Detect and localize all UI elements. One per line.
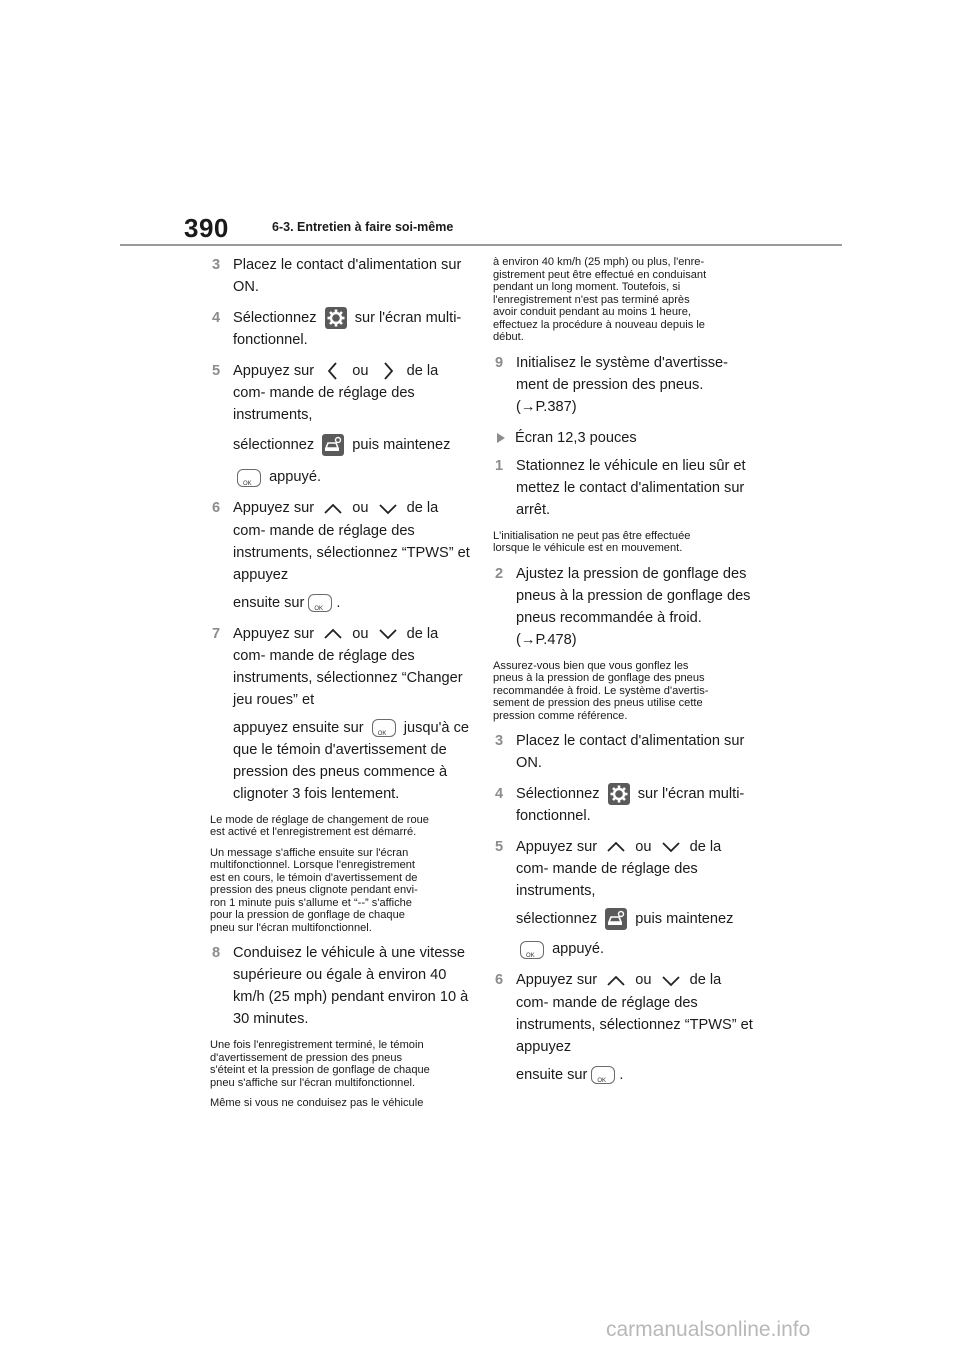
- step-text: mettez le contact d'alimentation sur: [516, 479, 745, 496]
- ok-button-icon: [591, 1066, 615, 1084]
- step-text: Appuyez sur: [516, 972, 598, 989]
- step-number: 3: [495, 733, 504, 749]
- note-8c: [493, 256, 755, 344]
- page-number: 390: [184, 213, 229, 243]
- note-7a: [210, 814, 472, 839]
- note-8b: [210, 1097, 472, 1110]
- step-text: mande de réglage des instruments,: [233, 522, 415, 561]
- step-number: 5: [212, 363, 221, 380]
- vehicle-settings-icon: [322, 434, 344, 456]
- note-text: Une fois l'enregistrement terminé, le témoin: [210, 1039, 424, 1052]
- step-number: 9: [495, 354, 504, 371]
- note-text: est en cours, le témoin d'avertissement de: [210, 871, 418, 884]
- step-text: de la com-: [233, 500, 439, 539]
- step-text: de la com-: [516, 839, 722, 878]
- step-text: appuyé.: [269, 469, 321, 486]
- note-text: recommandée à froid. Le système d'avertis-: [493, 684, 709, 697]
- step-text: Stationnez le véhicule en lieu sûr et: [516, 457, 746, 474]
- step-7: [210, 623, 472, 805]
- step-text: fonctionnel.: [233, 332, 308, 349]
- step-text: sélectionnez “TPWS” et appuyez: [516, 1016, 753, 1055]
- note-text: pression comme référence.: [493, 709, 628, 722]
- note-text: pneus à la pression de gonflage des pneus: [493, 672, 705, 684]
- step-text: Conduisez le véhicule à une vitesse: [233, 945, 466, 962]
- note-text: gistrement peut être effectué en conduisant: [493, 268, 707, 281]
- step-text: Appuyez sur: [233, 363, 315, 380]
- note-text: l'enregistrement n'est pas terminé après: [493, 293, 690, 306]
- step-text: arrêt.: [516, 501, 551, 518]
- step-number: 8: [212, 945, 221, 962]
- step-text: clignoter 3 fois lentement.: [233, 785, 400, 802]
- step-5: [210, 360, 472, 488]
- step-text: jusqu'à ce: [403, 719, 470, 736]
- note-text: pneu s'affiche sur l'écran multifonctionnel.: [210, 1076, 416, 1089]
- step-r6: [493, 969, 755, 1085]
- note-text: pendant un long moment. Toutefois, si: [493, 281, 681, 293]
- step-text: km/h (25 mph) pendant environ 10: [233, 989, 457, 1006]
- step-text: appuyé.: [552, 941, 604, 958]
- note-text: avoir conduit pendant au moins 1 heure,: [493, 306, 691, 318]
- header-rule: [120, 244, 842, 246]
- step-text: de la com-: [233, 625, 439, 664]
- step-text: que le témoin d'avertissement de: [233, 741, 447, 758]
- step-text: pression des pneus commence à: [233, 763, 448, 780]
- note-text: ron 1 minute puis s'allume et “--” s'affiche: [210, 896, 412, 909]
- step-6: [210, 497, 472, 613]
- note-text: d'avertissement de pression des pneus: [210, 1051, 403, 1064]
- step-text: ON.: [233, 279, 259, 295]
- note-text: Même si vous ne conduisez pas le véhicule: [210, 1097, 424, 1110]
- step-text: Sélectionnez: [516, 786, 600, 802]
- step-text: mande de réglage des instruments,: [516, 861, 698, 900]
- step-text: ensuite sur: [516, 1066, 588, 1083]
- watermark: carmanualsonline.info: [606, 1318, 811, 1341]
- step-text: .: [336, 594, 341, 611]
- chevron-left-icon: [322, 360, 344, 382]
- settings-gear-icon: [608, 783, 630, 805]
- step-text: ment de pression des pneus.: [516, 376, 704, 393]
- right-column: [493, 256, 755, 1095]
- step-text: supérieure ou égale à environ 40: [233, 967, 447, 984]
- step-text: mande de réglage des instruments,: [233, 385, 415, 424]
- page-reference-link[interactable]: (→P.478): [516, 631, 577, 648]
- step-4: [210, 307, 472, 351]
- note-r2: [493, 660, 755, 723]
- note-8a: [210, 1039, 472, 1089]
- step-text: Appuyez sur: [233, 625, 315, 642]
- step-text: ON.: [516, 755, 542, 771]
- chevron-down-icon: [377, 498, 399, 520]
- settings-gear-icon: [325, 307, 347, 329]
- sub-heading: [493, 427, 755, 449]
- step-9: [493, 352, 755, 418]
- vehicle-settings-icon: [605, 908, 627, 930]
- step-text: puis maintenez: [352, 437, 451, 454]
- step-3: [210, 254, 472, 298]
- step-number: 4: [212, 310, 221, 326]
- chevron-down-icon: [660, 970, 682, 992]
- note-text: lorsque le véhicule est en mouvement.: [493, 542, 683, 554]
- step-text: .: [619, 1066, 624, 1083]
- step-text: Placez le contact d'alimentation sur: [516, 733, 745, 749]
- step-text: mande de réglage des instruments,: [233, 647, 415, 686]
- step-text: sélectionnez: [516, 911, 598, 928]
- note-text: effectuez la procédure à nouveau depuis le: [493, 318, 705, 331]
- step-text: sur l'écran multi-: [637, 786, 745, 802]
- note-text: Le mode de réglage de changement de roue: [210, 813, 429, 826]
- note-text: s'éteint et la pression de gonflage de chaque: [210, 1064, 430, 1077]
- step-text: Placez le contact d'alimentation sur: [233, 257, 462, 273]
- step-number: 6: [495, 972, 504, 989]
- ok-button-icon: [308, 594, 332, 612]
- section-title: 6-3. Entretien à faire soi-même: [272, 220, 454, 234]
- note-text: Un message s'affiche ensuite sur l'écran: [210, 846, 409, 859]
- step-text: à 30 minutes.: [233, 989, 469, 1028]
- ok-button-icon: [372, 719, 396, 737]
- step-number: 1: [495, 457, 504, 474]
- step-text: Initialisez le système d'avertisse-: [516, 354, 729, 371]
- note-text: pour la pression de gonflage de chaque: [210, 909, 405, 922]
- step-text: ensuite sur: [233, 594, 305, 611]
- step-text: Appuyez sur: [516, 839, 598, 856]
- step-text: Ajustez la pression de gonflage des: [516, 565, 747, 582]
- step-text: Appuyez sur: [233, 500, 315, 517]
- note-text: L'initialisation ne peut pas être effectuée: [493, 529, 691, 542]
- step-text: pneus recommandée à froid.: [516, 609, 702, 626]
- step-text: sur l'écran multi-: [354, 310, 462, 326]
- chevron-down-icon: [660, 836, 682, 858]
- step-number: 5: [495, 839, 504, 856]
- step-text: de la com-: [233, 363, 439, 402]
- chevron-down-icon: [377, 623, 399, 645]
- step-r4: [493, 783, 755, 827]
- chevron-up-icon: [605, 970, 627, 992]
- note-text: pneu sur l'écran multifonctionnel.: [210, 921, 372, 934]
- step-text: pneus à la pression de gonflage des: [516, 587, 751, 604]
- step-r2: [493, 563, 755, 651]
- step-text: mande de réglage des instruments,: [516, 994, 698, 1033]
- chevron-up-icon: [322, 623, 344, 645]
- step-number: 6: [212, 500, 221, 517]
- ok-button-icon: [237, 469, 261, 487]
- chevron-right-icon: [377, 360, 399, 382]
- step-8: [210, 942, 472, 1030]
- note-text: multifonctionnel. Lorsque l'enregistrement: [210, 859, 415, 872]
- step-text: ou: [352, 625, 369, 642]
- ok-button-icon: [520, 941, 544, 959]
- step-r5: [493, 836, 755, 960]
- triangle-bullet-icon: [497, 433, 505, 443]
- step-text: puis maintenez: [635, 911, 734, 928]
- step-number: 7: [212, 625, 221, 642]
- note-text: à environ 40 km/h (25 mph) ou plus, l'enre-: [493, 256, 705, 268]
- note-text: est activé et l'enregistrement est démarré.: [210, 826, 417, 839]
- step-text: ou: [635, 972, 652, 989]
- step-text: ou: [352, 363, 369, 380]
- chevron-up-icon: [605, 836, 627, 858]
- step-r3: [493, 730, 755, 774]
- step-text: de la com-: [516, 972, 722, 1011]
- step-number: 2: [495, 565, 504, 582]
- step-number: 3: [212, 257, 221, 273]
- step-text: sélectionnez “TPWS” et appuyez: [233, 544, 470, 583]
- step-r1: [493, 455, 755, 521]
- step-text: sélectionnez: [233, 437, 315, 454]
- step-text: sélectionnez “Changer jeu roues” et: [233, 669, 463, 708]
- note-text: sement de pression des pneus utilise cette: [493, 697, 703, 709]
- note-text: Assurez-vous bien que vous gonflez les: [493, 659, 689, 672]
- page-reference-link[interactable]: (→P.387): [516, 398, 577, 415]
- note-text: pression des pneus clignote pendant envi-: [210, 884, 418, 897]
- step-text: ou: [635, 839, 652, 856]
- note-7b: [210, 847, 472, 935]
- sub-heading-text: Écran 12,3 pouces: [515, 429, 637, 446]
- step-text: appuyez ensuite sur: [233, 719, 364, 736]
- step-text: Sélectionnez: [233, 310, 317, 326]
- left-column: [210, 254, 472, 1118]
- chevron-up-icon: [322, 498, 344, 520]
- step-text: ou: [352, 500, 369, 517]
- note-text: début.: [493, 331, 524, 343]
- step-number: 4: [495, 786, 504, 802]
- note-r1: [493, 530, 755, 555]
- step-text: fonctionnel.: [516, 808, 591, 825]
